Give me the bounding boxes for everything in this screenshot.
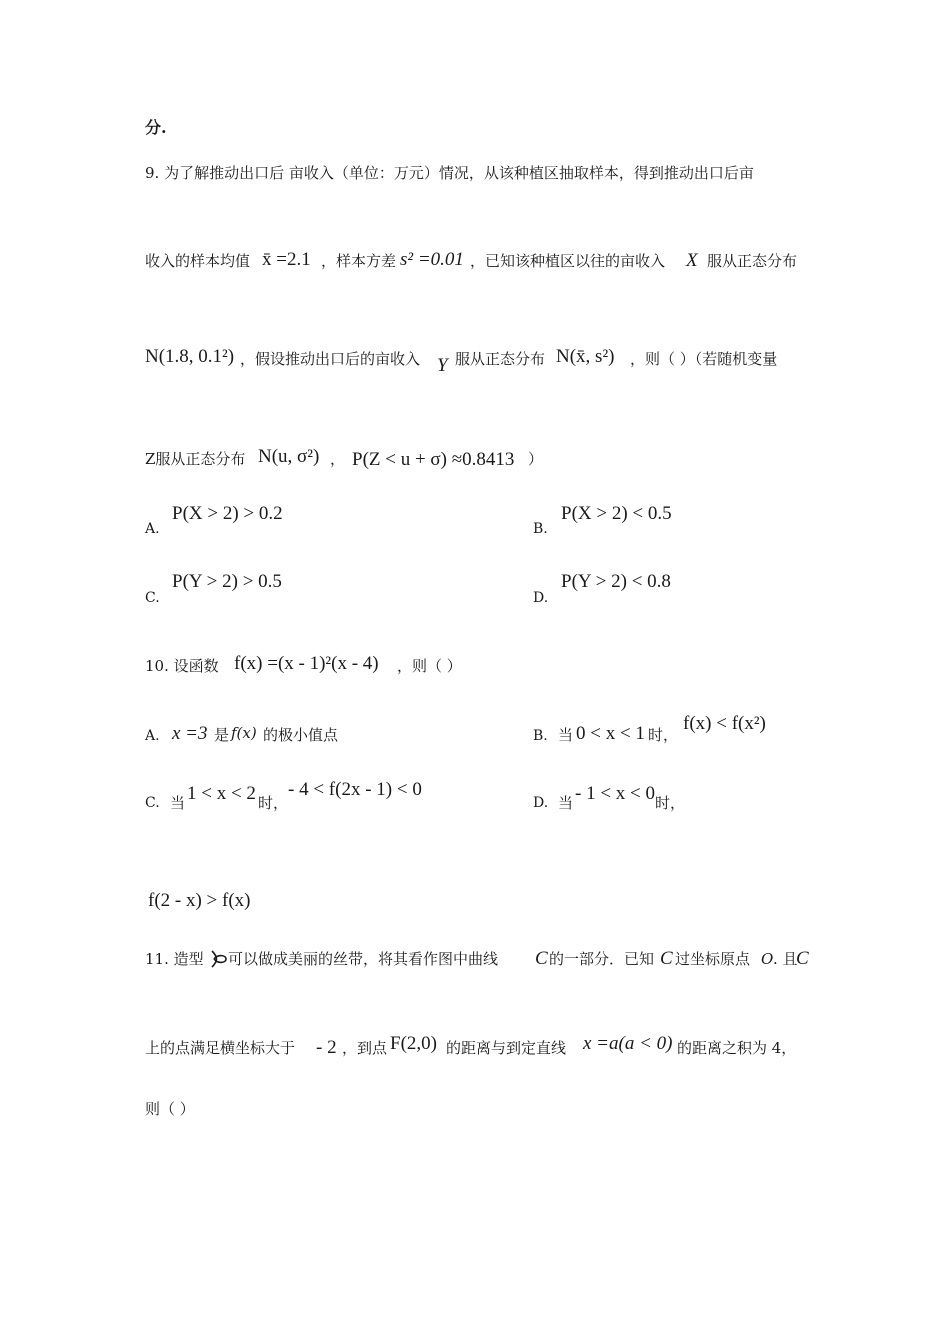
q10-option-a-math[interactable]: x =3 <box>172 723 208 744</box>
q9-line2-c: ，已知该种植区以往的亩收入 <box>470 252 666 270</box>
q9-var-x: X <box>686 250 698 271</box>
q10-option-c-text1[interactable]: 当 <box>170 794 186 812</box>
q10-option-c-inequality[interactable]: - 4 < f(2x - 1) < 0 <box>288 779 422 800</box>
q11-bound: - 2 <box>316 1037 337 1058</box>
q9-sample-mean: x̄ =2.1 <box>262 249 311 270</box>
q11-point-f: F(2,0) <box>390 1033 437 1054</box>
q11-line1-c: 的一部分．已知 <box>549 950 655 968</box>
q9-option-c[interactable]: P(Y > 2) > 0.5 <box>172 571 282 592</box>
q10-option-c-range[interactable]: 1 < x < 2 <box>187 783 256 804</box>
q9-line2-a: 收入的样本均值 <box>145 252 251 270</box>
q10-function: f(x) =(x - 1)²(x - 4) <box>234 653 379 674</box>
q9-line2-d: 服从正态分布 <box>707 252 798 270</box>
q10-option-c-label[interactable]: C. <box>145 795 160 811</box>
q9-line4-a: Z服从正态分布 <box>145 450 246 468</box>
q9-option-d[interactable]: P(Y > 2) < 0.8 <box>561 571 671 592</box>
q9-option-a[interactable]: P(X > 2) > 0.2 <box>172 503 283 524</box>
q10-option-a-text1[interactable]: 是 <box>214 726 230 744</box>
q10-option-d-range[interactable]: - 1 < x < 0 <box>575 783 656 804</box>
q11-line1-a: 11. 造型 <box>145 950 204 968</box>
q10-option-b-text2[interactable]: 时， <box>648 726 679 744</box>
q9-option-d-label[interactable]: D. <box>533 590 549 606</box>
q10-option-b-inequality[interactable]: f(x) < f(x²) <box>683 713 766 734</box>
q9-option-b-label[interactable]: B. <box>533 521 548 537</box>
q9-option-c-label[interactable]: C. <box>145 590 160 606</box>
q11-line2-c: 的距离与到定直线 <box>446 1039 567 1057</box>
q11-curve-c3: C <box>796 948 809 969</box>
q9-option-a-label[interactable]: A. <box>145 521 160 537</box>
q9-prior-distribution: N(1.8, 0.1²) <box>145 346 235 367</box>
q9-sample-variance: s² =0.01 <box>400 249 464 270</box>
q9-line3-c: ，则（ ）（若随机变量 <box>630 350 778 368</box>
q10-option-b-label[interactable]: B. <box>533 728 548 744</box>
q10-option-c-text2[interactable]: 时， <box>258 794 289 812</box>
q10-option-d-text2[interactable]: 时， <box>655 794 686 812</box>
q9-line3-a: ，假设推动出口后的亩收入 <box>240 350 421 368</box>
q10-option-d-text1[interactable]: 当 <box>558 794 574 812</box>
q9-var-y: Y <box>437 355 448 376</box>
q10-suffix: ，则（ ） <box>397 657 462 675</box>
q9-new-distribution: N(x̄, s²) <box>556 346 615 367</box>
q9-line4-c: ） <box>528 450 544 468</box>
q9-probability-hint: P(Z < u + σ) ≈0.8413 <box>352 449 515 470</box>
q11-line2-b: ，到点 <box>342 1039 388 1057</box>
q11-curve-c2: C <box>660 948 673 969</box>
q10-prefix: 10. 设函数 <box>145 657 219 675</box>
q11-line1-b: 可以做成美丽的丝带，将其看作图中曲线 <box>228 950 499 968</box>
q9-option-b[interactable]: P(X > 2) < 0.5 <box>561 503 672 524</box>
q9-line2-b: ，样本方差 <box>321 252 397 270</box>
q10-option-a-fx[interactable]: f(x) <box>231 724 257 742</box>
q9-line3-b: 服从正态分布 <box>455 350 546 368</box>
q10-option-a-text2[interactable]: 的极小值点 <box>263 726 339 744</box>
q10-option-b-text1[interactable]: 当 <box>558 726 574 744</box>
q10-option-d-label[interactable]: D. <box>533 795 549 811</box>
q10-option-b-range[interactable]: 0 < x < 1 <box>576 723 645 744</box>
q11-fixed-line: x =a(a < 0) <box>583 1033 673 1054</box>
q11-origin-o: O <box>761 950 774 968</box>
section-fragment: 分. <box>145 118 167 137</box>
q10-option-d-inequality[interactable]: f(2 - x) > f(x) <box>148 890 251 911</box>
q11-line2-d: 的距离之积为 4， <box>677 1039 797 1057</box>
q11-line3: 则（ ） <box>145 1100 195 1118</box>
q11-line1-e: . 且 <box>773 950 798 968</box>
q11-line2-a: 上的点满足横坐标大于 <box>145 1039 296 1057</box>
q11-line1-d: 过坐标原点 <box>675 950 751 968</box>
q9-normal-z: N(u, σ²) <box>258 446 320 467</box>
q10-option-a-label[interactable]: A. <box>145 728 160 744</box>
q9-line4-b: ， <box>330 450 346 468</box>
ribbon-shape-icon <box>210 949 228 969</box>
q9-line1: 9. 为了解推动出口后 亩收入（单位：万元）情况，从该种植区抽取样本，得到推动出口后亩 <box>145 164 754 182</box>
q11-curve-c1: C <box>535 948 548 969</box>
